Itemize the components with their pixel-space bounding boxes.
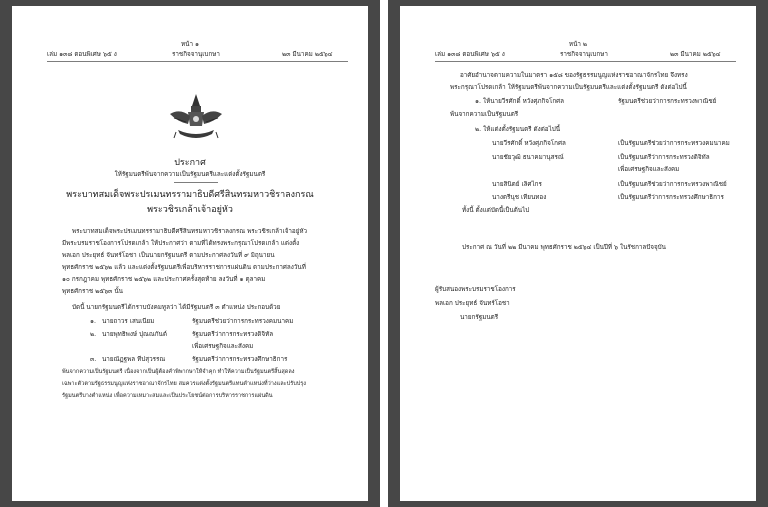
gazette-name: ราชกิจจานุเบกษา (172, 51, 220, 58)
list-number: ๒. (90, 331, 97, 338)
paragraph-line: เฉพาะตัวตามรัฐธรรมนูญแห่งราชอาณาจักรไทย สมควรแต่งตั้งรัฐมนตรีแทนตำแหน่งที่ว่างและปรับปรุง (62, 381, 307, 387)
appointee-role: เป็นรัฐมนตรีว่าการกระทรวงดิจิทัล (618, 154, 710, 161)
appointee-role: เป็นรัฐมนตรีช่วยว่าการกระทรวงพาณิชย์ (618, 181, 727, 188)
countersign-name: พลเอก ประยุทธ์ จันทร์โอชา (435, 300, 510, 307)
page-frame-left (0, 0, 380, 507)
volume-info: เล่ม ๑๓๘ ตอนพิเศษ ๖๕ ง (435, 51, 505, 58)
minister-role-cont: เพื่อเศรษฐกิจและสังคม (192, 343, 254, 350)
list-number: ๓. (90, 356, 97, 363)
paragraph-line: รัฐมนตรีบางตำแหน่ง เพื่อความเหมาะสมและเป็นประโยชน์ต่อการบริหารราชการแผ่นดิน (62, 393, 273, 399)
item-1-role: รัฐมนตรีช่วยว่าการกระทรวงพาณิชย์ (618, 98, 717, 105)
appointee-name: นายสินิตย์ เลิศไกร (492, 181, 542, 188)
volume-info: เล่ม ๑๓๘ ตอนพิเศษ ๖๕ ง (47, 51, 117, 58)
doc-title: ประกาศ (174, 158, 206, 168)
gazette-page-1 (12, 6, 368, 501)
appointee-name: นายชัยวุฒิ ธนาคมานุสรณ์ (492, 154, 564, 161)
item-1-tail: พ้นจากความเป็นรัฐมนตรี (450, 111, 519, 118)
king-name-line-2: พระวชิรเกล้าเจ้าอยู่หัว (147, 205, 233, 215)
countersign-position: นายกรัฐมนตรี (460, 314, 499, 321)
king-name-line-1: พระบาทสมเด็จพระปรเมนทรรามาธิบดีศรีสินทรมหาวชิราลงกรณ (66, 190, 314, 200)
item-1-label: ๑. ให้นายวีรศักดิ์ หวังศุภกิจโกศล (475, 98, 565, 105)
countersign-title: ผู้รับสนองพระบรมราชโองการ (435, 286, 516, 293)
appointee-name: นายวีรศักดิ์ หวังศุภกิจโกศล (492, 140, 566, 147)
garuda-emblem (166, 92, 226, 146)
minister-role: รัฐมนตรีว่าการกระทรวงศึกษาธิการ (192, 356, 288, 363)
gazette-page-2 (400, 6, 756, 501)
item-2-label: ๒. ให้แต่งตั้งรัฐมนตรี ดังต่อไปนี้ (475, 126, 561, 133)
paragraph-line: มีพระบรมราชโองการโปรดเกล้า ให้ประกาศว่า ตามที่ได้ทรงพระกรุณาโปรดเกล้า แต่งตั้ง (62, 240, 300, 247)
minister-role: รัฐมนตรีว่าการกระทรวงดิจิทัล (192, 331, 274, 338)
appointee-name: นางตรีนุช เทียนทอง (492, 194, 547, 201)
minister-name: นายพุทธิพงษ์ ปุณณกันต์ (102, 331, 167, 338)
paragraph-line: พระบาทสมเด็จพระปรเมนทรรามาธิบดีศรีสินทรมหาวชิราลงกรณ พระวชิรเกล้าเจ้าอยู่หัว (72, 228, 308, 235)
effective-clause: ทั้งนี้ ตั้งแต่บัดนี้เป็นต้นไป (462, 207, 530, 214)
list-number: ๑. (90, 318, 96, 325)
header-date: ๒๓ มีนาคม ๒๕๖๔ (282, 51, 333, 58)
minister-name: นายถาวร เสนเนียม (102, 318, 155, 325)
paragraph-line: ๑๐ กรกฎาคม พุทธศักราช ๒๕๖๒ และประกาศครั้งสุดท้าย ลงวันที่ ๑ ตุลาคม (62, 276, 266, 283)
paragraph-line: พระกรุณาโปรดเกล้า ให้รัฐมนตรีพ้นจากความเป็นรัฐมนตรีและแต่งตั้งรัฐมนตรี ดังต่อไปนี้ (450, 84, 687, 91)
paragraph-line: บัดนี้ นายกรัฐมนตรีได้กราบบังคมทูลว่า ได้มีรัฐมนตรี ๓ ตำแหน่ง ประกอบด้วย (72, 304, 281, 311)
gazette-name: ราชกิจจานุเบกษา (560, 51, 608, 58)
minister-name: นายณัฏฐพล ทีปสุวรรณ (102, 356, 166, 363)
paragraph-line: อาศัยอำนาจตามความในมาตรา ๑๕๘ ของรัฐธรรมนูญแห่งราชอาณาจักรไทย จึงทรง (460, 72, 688, 79)
title-rule (174, 182, 218, 183)
minister-role: รัฐมนตรีช่วยว่าการกระทรวงคมนาคม (192, 318, 294, 325)
doc-subtitle: ให้รัฐมนตรีพ้นจากความเป็นรัฐมนตรีและแต่งตั้งรัฐมนตรี (114, 171, 266, 178)
header-date: ๒๓ มีนาคม ๒๕๖๔ (670, 51, 721, 58)
appointee-role: เป็นรัฐมนตรีว่าการกระทรวงศึกษาธิการ (618, 194, 724, 201)
announcement-date: ประกาศ ณ วันที่ ๒๒ มีนาคม พุทธศักราช ๒๕๖๔ เป็นปีที่ ๖ ในรัชกาลปัจจุบัน (462, 244, 666, 251)
paragraph-line: พุทธศักราช ๒๕๖๓ นั้น (62, 288, 123, 295)
paragraph-line: พุทธศักราช ๒๕๖๒ แล้ว และแต่งตั้งรัฐมนตรีเพื่อบริหารราชการแผ่นดิน ตามประกาศลงวันที่ (62, 264, 306, 271)
page-number: หน้า ๑ (181, 41, 199, 48)
header-rule (47, 61, 348, 62)
appointee-role: เป็นรัฐมนตรีช่วยว่าการกระทรวงคมนาคม (618, 140, 730, 147)
appointee-role-cont: เพื่อเศรษฐกิจและสังคม (618, 166, 680, 173)
page-frame-right (388, 0, 768, 507)
paragraph-line: พ้นจากความเป็นรัฐมนตรี เนื่องจากเป็นผู้ต้องคำพิพากษาให้จำคุก ทำให้ความเป็นรัฐมนตรีสิ้นสุดลง (62, 369, 295, 375)
paragraph-line: พลเอก ประยุทธ์ จันทร์โอชา เป็นนายกรัฐมนตรี ตามประกาศลงวันที่ ๙ มิถุนายน (62, 252, 275, 259)
page-number: หน้า ๒ (568, 41, 588, 48)
header-rule (435, 61, 736, 62)
